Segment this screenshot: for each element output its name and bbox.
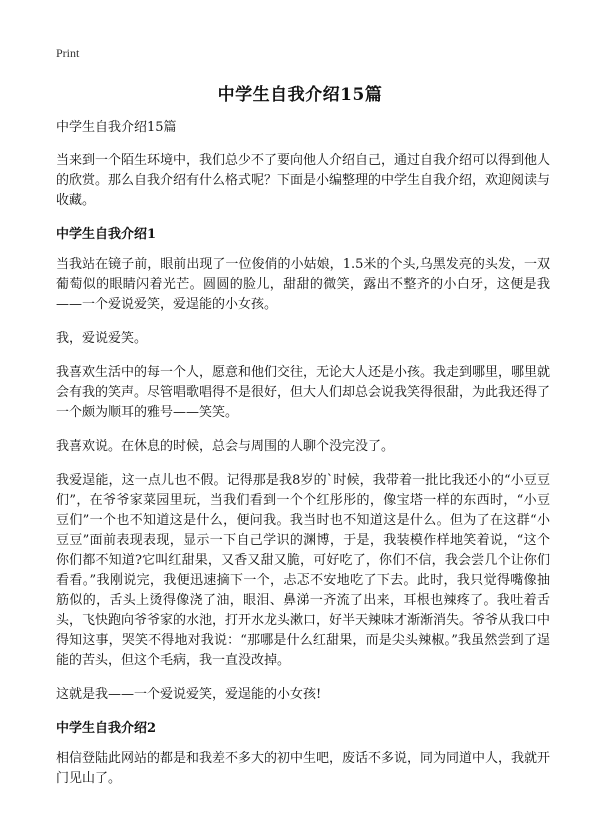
print-label: Print <box>56 46 80 60</box>
section1-paragraph: 这就是我——一个爱说爱笑，爱逞能的小女孩! <box>56 687 322 702</box>
section1-paragraph: 我，爱说爱笑。 <box>56 331 148 346</box>
section-heading-2: 中学生自我介绍2 <box>56 721 157 736</box>
section2-paragraph: 相信登陆此网站的都是和我差不多大的初中生吧，废话不多说，同为同道中人，我就开门见山了。 <box>56 751 551 786</box>
section1-paragraph: 我喜欢生活中的每一个人，愿意和他们交往，无论大人还是小孩。我走到哪里，哪里就会有我的笑声。尽管唱歌唱得不是很好，但大人们却总会说我笑得很甜，为此我还得了一个颇为顺耳的雅号——笑笑。 <box>56 365 551 420</box>
intro-paragraph: 当来到一个陌生环境中，我们总少不了要向他人介绍自己，通过自我介绍可以得到他人的欣赏。那么自我介绍有什么格式呢？下面是小编整理的中学生自我介绍，欢迎阅读与收藏。 <box>56 153 551 208</box>
section1-paragraph: 我爱逞能，这一点儿也不假。记得那是我8岁的`时候，我带着一批比我还小的“小豆豆们”，在爷爷家菜园里玩，当我们看到一个个红彤彤的，像宝塔一样的东西时，“小豆豆们”一个也不知道这是什么，便问我。我当时也不知道这是什么。但为了在这群“小豆豆”面前表现表现，显示一下自己学识的渊博，于是，我装模作样地笑着说，“这个你们都不知道?它叫红甜果，又香又甜又脆，可好吃了，你们不信，我会尝几个让你们看看。”我刚说完，我便迅速摘下一个，忐忑不安地吃了下去。此时，我只觉得嘴像抽筋似的，舌头上烫得像浇了油，眼泪、鼻涕一齐流了出来，耳根也辣疼了。我吐着舌头，飞快跑向爷爷家的水池，打开水龙头漱口，好半天辣味才渐渐消失。爷爷从我口中得知这事，哭笑不得地对我说：“那哪是什么红甜果，而是尖头辣椒。”我虽然尝到了逞能的苦头，但这个毛病，我一直没改掉。 <box>56 473 551 668</box>
document-title: 中学生自我介绍15篇 <box>217 85 383 105</box>
document-body <box>56 118 550 803</box>
section1-paragraph: 我喜欢说。在休息的时候，总会与周围的人聊个没完没了。 <box>56 439 395 454</box>
document-subtitle: 中学生自我介绍15篇 <box>56 120 177 135</box>
section-heading-1: 中学生自我介绍1 <box>56 227 157 242</box>
section1-paragraph: 当我站在镜子前，眼前出现了一位俊俏的小姑娘，1.5米的个头,乌黑发亮的头发，一双葡萄似的眼睛闪着光芒。圆圆的脸儿，甜甜的微笑，露出不整齐的小白牙，这便是我——一个爱说爱笑，爱逞能的小女孩。 <box>56 257 550 312</box>
